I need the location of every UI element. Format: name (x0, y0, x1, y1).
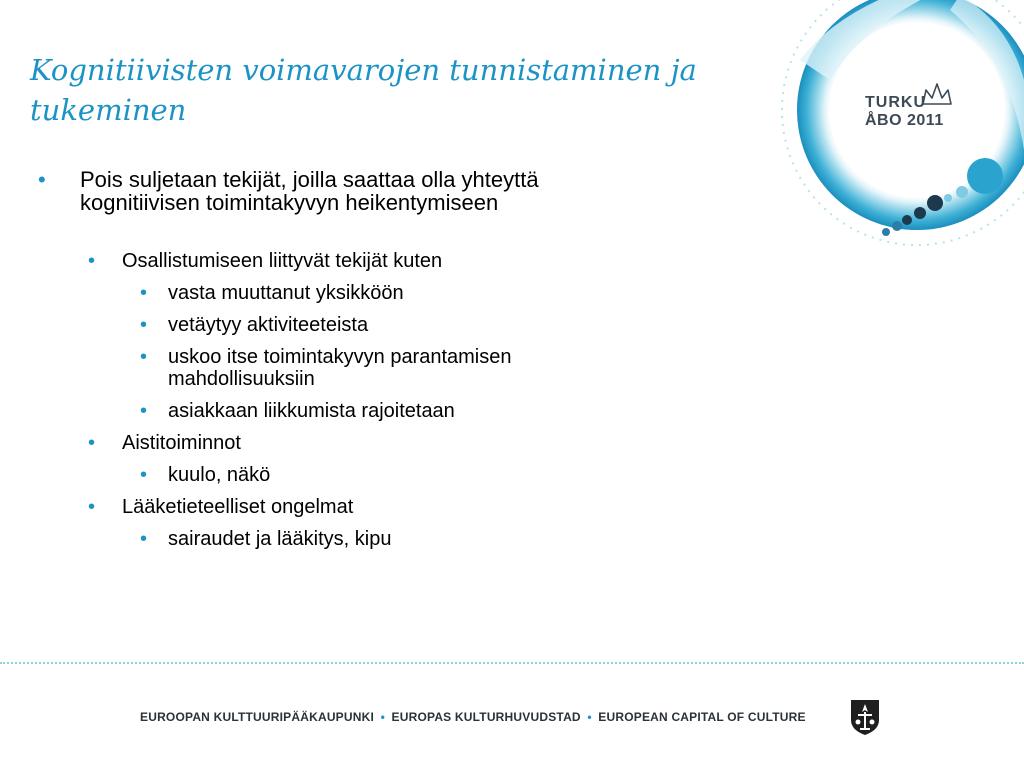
bullet-icon: • (88, 250, 96, 272)
list-item-text: vasta muuttanut yksikköön (168, 282, 404, 304)
sub-bullet-medical (30, 496, 650, 518)
footer-swedish: EUROPAS KULTURHUVUDSTAD (391, 710, 581, 724)
list-item (30, 282, 650, 304)
crown-icon (920, 82, 954, 108)
sub-bullet-text: Osallistumiseen liittyvät tekijät kuten (122, 250, 443, 272)
logo-line-abo: ÅBO 2011 (865, 112, 944, 129)
logo-line-turku: TURKU (865, 94, 926, 111)
bullet-icon: • (140, 282, 148, 304)
bullet-icon: • (140, 346, 148, 368)
bullet-icon: • (88, 496, 96, 518)
main-bullet (30, 168, 650, 214)
footer-separator: • (380, 710, 385, 724)
list-item-text: asiakkaan liikkumista rajoitetaan (168, 400, 455, 422)
bullet-icon: • (140, 400, 148, 422)
slide-title: Kognitiivisten voimavarojen tunnistaminen ja tukeminen (30, 53, 697, 127)
footer-english: EUROPEAN CAPITAL OF CULTURE (598, 710, 806, 724)
sub-bullet-participation (30, 250, 650, 272)
list-item (30, 528, 650, 550)
list-item-text: kuulo, näkö (168, 464, 271, 486)
list-item-text: vetäytyy aktiviteeteista (168, 314, 369, 336)
footer-separator: • (587, 710, 592, 724)
bullet-icon: • (140, 528, 148, 550)
list-item-text: uskoo itse toimintakyvyn parantamisen mahdollisuuksiin (168, 346, 512, 390)
bullet-icon: • (38, 167, 46, 192)
footer-finnish: EUROOPAN KULTTUURIPÄÄKAUPUNKI (140, 710, 375, 724)
turku-abo-2011-logo (862, 82, 972, 132)
sub-bullet-text: Lääketieteelliset ongelmat (122, 496, 354, 518)
footer-tagline (140, 710, 806, 724)
bullet-icon: • (88, 432, 96, 454)
sub-bullet-senses (30, 432, 650, 454)
bullet-icon: • (140, 314, 148, 336)
list-item (30, 314, 650, 336)
list-item (30, 400, 650, 422)
bullet-icon: • (140, 464, 148, 486)
city-coat-of-arms-icon (849, 698, 881, 736)
list-item-text: sairaudet ja lääkitys, kipu (168, 528, 392, 550)
list-item (30, 464, 650, 486)
sub-bullet-text: Aistitoiminnot (122, 432, 241, 454)
list-item (30, 346, 650, 390)
footer-divider (0, 662, 1024, 664)
bullet-list (30, 168, 650, 550)
main-bullet-text: Pois suljetaan tekijät, joilla saattaa olla yhteyttä kognitiivisen toimintakyvyn heikentymiseen (80, 167, 539, 215)
